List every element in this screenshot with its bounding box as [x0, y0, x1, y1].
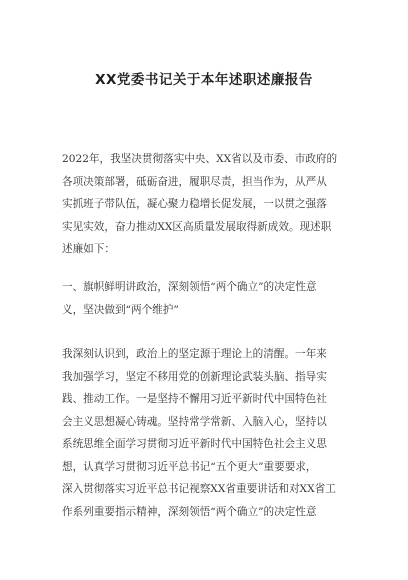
text-line: 各项决策部署，砥砺奋进，履职尽责，担当作为，从严从 [62, 175, 327, 188]
section-heading-1 [62, 276, 348, 321]
text-line: 想，认真学习贯彻习近平总书记“五个更大”重要要求， [62, 460, 317, 473]
text-line: 义，坚决做到“两个维护” [62, 303, 179, 316]
text-line: 作系列重要指示精神，深刻领悟“两个确立”的决定性意 [62, 505, 317, 518]
text-line: 会主义思想凝心铸魂。坚持常学常新、入脑入心，坚持以 [62, 415, 327, 428]
paragraph-intro [62, 148, 348, 261]
text-line: 系统思维全面学习贯彻习近平新时代中国特色社会主义思 [62, 438, 327, 450]
text-line: 2022年，我坚决贯彻落实中央、XX省以及市委、市政府的 [62, 153, 338, 165]
text-line: 述廉如下： [62, 243, 115, 255]
text-line: 我加强学习，坚定不移用党的创新理论武装头脑、指导实 [62, 370, 327, 383]
paragraph-body [62, 343, 348, 523]
text-line: 践、推动工作。一是坚持不懈用习近平新时代中国特色社 [62, 393, 327, 405]
text-line: 实见实效，奋力推动XX区高质量发展取得新成效。现述职 [62, 220, 332, 233]
text-line: 一、旗帜鲜明讲政治，深刻领悟“两个确立”的决定性意 [62, 281, 317, 293]
text-line: 我深刻认识到，政治上的坚定源于理论上的清醒。一年来 [62, 348, 327, 360]
document-title: XX党委书记关于本年述职述廉报告 [95, 72, 313, 88]
text-line: 实抓班子带队伍，凝心聚力稳增长促发展，一以贯之强落 [62, 198, 327, 210]
text-line: 深入贯彻落实习近平总书记视察XX省重要讲话和对XX省工 [62, 483, 336, 495]
